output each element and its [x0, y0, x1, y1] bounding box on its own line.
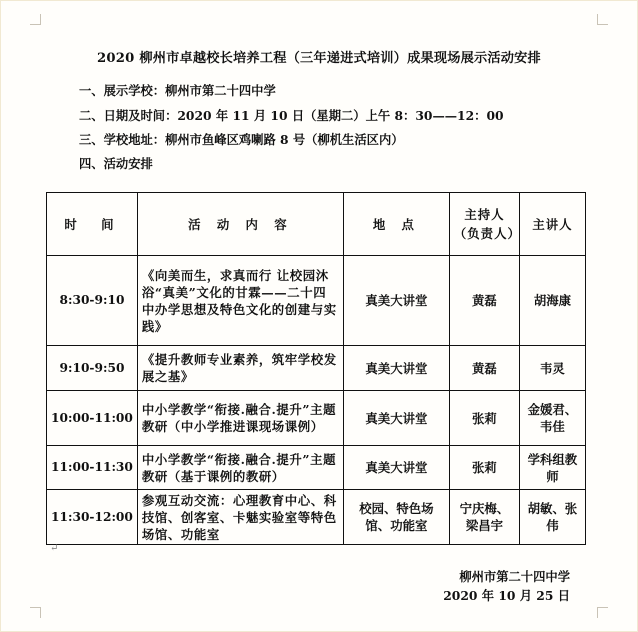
document-title-text: 2020 柳州市卓越校长培养工程（三年递进式培训）成果现场展示活动安排	[97, 51, 541, 66]
row-speaker: 胡敏、张伟	[519, 490, 585, 545]
info-address-text: 三、学校地址：柳州市鱼峰区鸡喇路 8 号（柳机生活区内）	[79, 132, 404, 147]
document-title	[0, 47, 638, 66]
row-time: 11:00-11:30	[47, 446, 138, 490]
info-date	[79, 106, 504, 124]
row-host: 张莉	[449, 391, 519, 446]
info-school	[79, 81, 276, 99]
info-date-text: 二、日期及时间：2020 年 11 月 10 日（星期二）上午 8：30——12：00	[79, 108, 504, 123]
row-location: 校园、特色场馆、功能室	[343, 490, 449, 545]
page-corner-mark	[30, 14, 41, 25]
table-row	[47, 446, 586, 490]
table-row	[47, 256, 586, 346]
signature-org-text: 柳州市第二十四中学	[459, 569, 570, 584]
row-time: 11:30-12:00	[47, 490, 138, 545]
page-corner-mark	[30, 607, 41, 618]
info-school-text: 一、展示学校：柳州市第二十四中学	[79, 83, 276, 98]
info-address	[79, 130, 404, 148]
info-schedule-heading	[79, 154, 153, 172]
row-location: 真美大讲堂	[343, 446, 449, 490]
page-corner-mark	[597, 14, 608, 25]
row-host: 宁庆梅、梁昌宇	[449, 490, 519, 545]
row-speaker: 金媛君、韦佳	[519, 391, 585, 446]
row-host: 黄磊	[449, 256, 519, 346]
row-host: 黄磊	[449, 346, 519, 391]
row-time: 10:00-11:00	[47, 391, 138, 446]
paragraph-mark-icon: ↵	[50, 543, 59, 554]
row-time: 9:10-9:50	[47, 346, 138, 391]
header-content: 活 动 内 容	[137, 193, 343, 256]
row-content: 中小学教学“衔接.融合.提升”主题教研（中小学推进课现场课例）	[137, 391, 343, 446]
row-location: 真美大讲堂	[343, 346, 449, 391]
row-host: 张莉	[449, 446, 519, 490]
row-content: 《向美而生，求真而行 让校园沐浴“真美”文化的甘霖——二十四中办学思想及特色文化的创建与实践》	[137, 256, 343, 346]
row-speaker: 学科组教师	[519, 446, 585, 490]
row-location: 真美大讲堂	[343, 391, 449, 446]
signature-date	[443, 586, 570, 604]
signature-date-text: 2020 年 10 月 25 日	[443, 588, 570, 603]
header-location: 地 点	[343, 193, 449, 256]
row-location: 真美大讲堂	[343, 256, 449, 346]
info-schedule-heading-text: 四、活动安排	[79, 156, 153, 171]
row-content: 参观互动交流：心理教育中心、科技馆、创客室、卡魅实验室等特色场馆、功能室	[137, 490, 343, 545]
table-row	[47, 490, 586, 545]
table-row	[47, 391, 586, 446]
table-header-row	[47, 193, 586, 256]
row-speaker: 胡海康	[519, 256, 585, 346]
row-time: 8:30-9:10	[47, 256, 138, 346]
signature-org	[459, 567, 570, 585]
page-corner-mark	[597, 607, 608, 618]
header-speaker: 主讲人	[519, 193, 585, 256]
header-host: 主持人（负责人）	[449, 193, 519, 256]
schedule-table	[46, 192, 586, 545]
row-content: 中小学教学“衔接.融合.提升”主题教研（基于课例的教研）	[137, 446, 343, 490]
row-speaker: 韦灵	[519, 346, 585, 391]
table-row	[47, 346, 586, 391]
row-content: 《提升教师专业素养，筑牢学校发展之基》	[137, 346, 343, 391]
header-time: 时 间	[47, 193, 138, 256]
